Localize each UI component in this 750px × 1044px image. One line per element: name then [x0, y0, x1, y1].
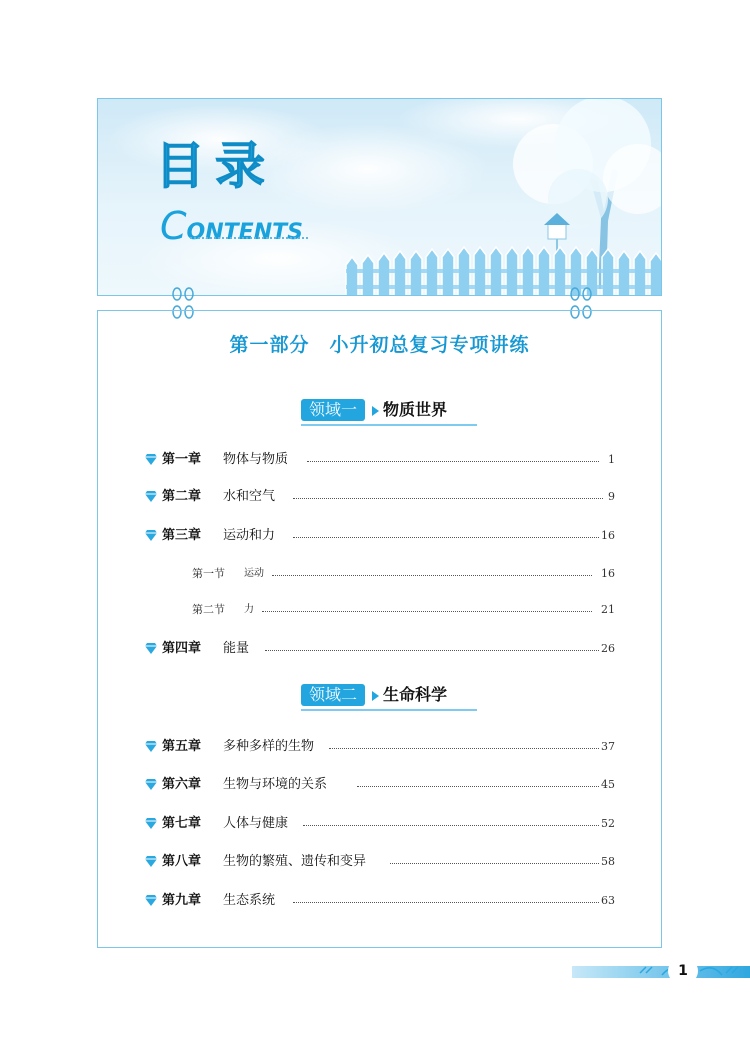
- leader-dots: [272, 575, 592, 576]
- chapter-number: 第六章: [162, 777, 202, 792]
- section-number: 第一节: [192, 567, 225, 580]
- toc-entry[interactable]: [145, 487, 615, 507]
- diamond-icon: [145, 818, 157, 829]
- diamond-icon: [145, 491, 157, 502]
- arrow-icon: [372, 406, 379, 416]
- toc-entry[interactable]: [145, 526, 615, 546]
- chapter-title: 多种多样的生物: [223, 739, 315, 754]
- scenery-illustration: [98, 99, 662, 296]
- toc-entry[interactable]: [145, 814, 615, 834]
- diamond-icon: [145, 741, 157, 752]
- chapter-number: 第三章: [162, 528, 202, 543]
- toc-entry[interactable]: [145, 891, 615, 911]
- diamond-icon: [145, 454, 157, 465]
- page-number: 45: [601, 778, 615, 791]
- page-number: 37: [601, 740, 615, 753]
- toc-panel: [97, 310, 662, 948]
- leader-dots: [265, 650, 599, 651]
- page-number: 16: [601, 529, 615, 542]
- diamond-icon: [145, 856, 157, 867]
- diamond-icon: [145, 643, 157, 654]
- domain-underline: [301, 424, 477, 426]
- leader-dots: [307, 461, 599, 462]
- toc-entry[interactable]: [145, 737, 615, 757]
- section-title: 力: [244, 604, 254, 615]
- chapter-number: 第八章: [162, 854, 202, 869]
- toc-entry[interactable]: [145, 450, 615, 470]
- toc-entry[interactable]: [145, 639, 615, 659]
- chapter-title: 生物的繁殖、遗传和变异: [223, 854, 367, 869]
- leader-dots: [303, 825, 599, 826]
- leader-dots: [293, 498, 603, 499]
- diamond-icon: [145, 779, 157, 790]
- section-title: 运动: [244, 568, 264, 579]
- domain-name: 物质世界: [383, 400, 448, 419]
- domain-tag: 领域二: [301, 684, 365, 706]
- part-title: 第一部分 小升初总复习专项讲练: [229, 334, 530, 356]
- page-number: 58: [601, 855, 615, 868]
- chapter-title: 生物与环境的关系: [223, 777, 328, 792]
- page-number: 26: [601, 642, 615, 655]
- page-number: 21: [601, 603, 615, 616]
- leader-dots: [390, 863, 599, 864]
- arrow-icon: [372, 691, 379, 701]
- chapter-number: 第二章: [162, 489, 202, 504]
- leader-dots: [329, 748, 599, 749]
- page-number: 63: [601, 894, 615, 907]
- chapter-title: 生态系统: [223, 893, 276, 908]
- leader-dots: [293, 902, 599, 903]
- page-number: 1: [608, 453, 615, 466]
- chapter-number: 第五章: [162, 739, 202, 754]
- chapter-title: 能量: [223, 641, 250, 656]
- chapter-title: 水和空气: [223, 489, 276, 504]
- footer-page-number: 1: [668, 958, 698, 984]
- page-number: 52: [601, 817, 615, 830]
- leader-dots: [262, 611, 592, 612]
- page-number: 9: [608, 490, 615, 503]
- chapter-number: 第四章: [162, 641, 202, 656]
- page-subtitle: CONTENTS: [160, 204, 303, 248]
- page-number: 16: [601, 567, 615, 580]
- diamond-icon: [145, 530, 157, 541]
- chapter-title: 物体与物质: [223, 452, 289, 467]
- chapter-number: 第一章: [162, 452, 202, 467]
- domain-underline: [301, 709, 477, 711]
- subtitle-dotted-line: [190, 237, 308, 239]
- page-title: 目录: [155, 137, 275, 195]
- chapter-number: 第九章: [162, 893, 202, 908]
- leader-dots: [293, 537, 599, 538]
- toc-subentry[interactable]: [192, 600, 615, 620]
- toc-subentry[interactable]: [192, 564, 615, 584]
- domain-name: 生命科学: [383, 685, 448, 704]
- header-banner: [97, 98, 662, 296]
- domain-header-2: [301, 684, 481, 716]
- leader-dots: [357, 786, 599, 787]
- domain-tag: 领域一: [301, 399, 365, 421]
- chapter-title: 人体与健康: [223, 816, 289, 831]
- chapter-title: 运动和力: [223, 528, 276, 543]
- chapter-number: 第七章: [162, 816, 202, 831]
- toc-entry[interactable]: [145, 852, 615, 872]
- section-number: 第二节: [192, 603, 225, 616]
- toc-entry[interactable]: [145, 775, 615, 795]
- diamond-icon: [145, 895, 157, 906]
- domain-header-1: [301, 399, 481, 431]
